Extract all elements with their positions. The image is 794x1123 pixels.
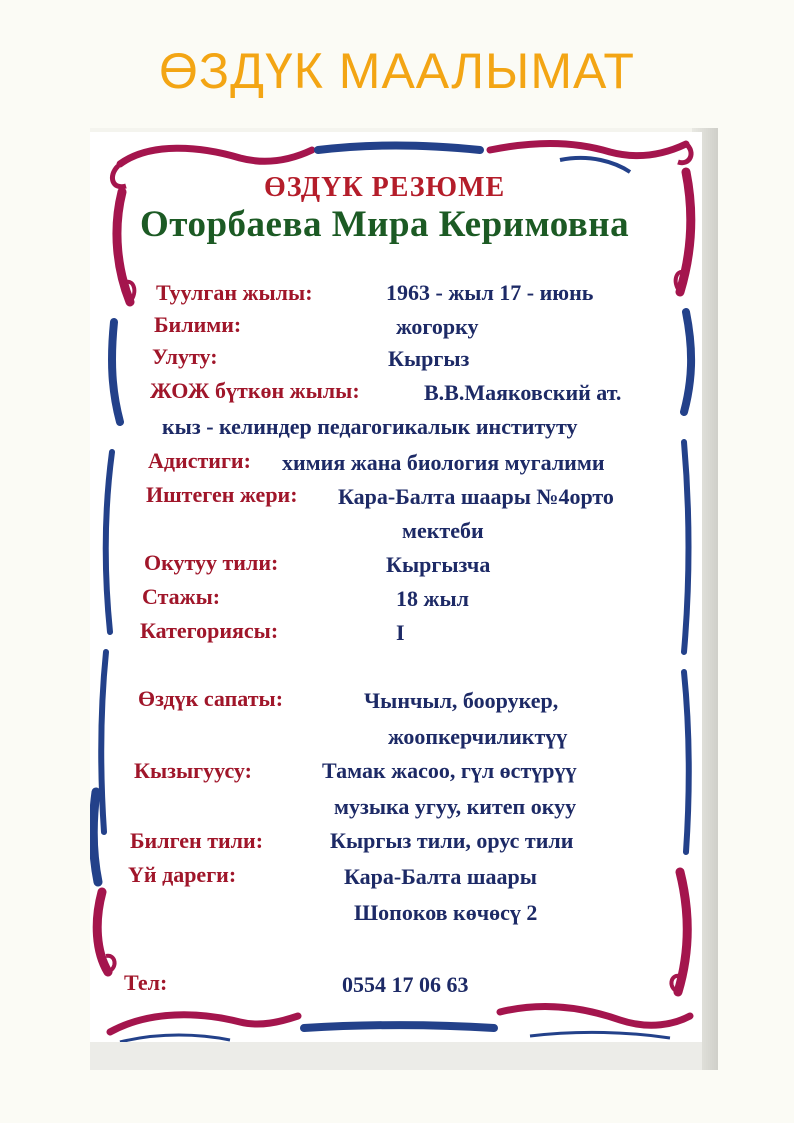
frame-right-upper	[680, 172, 691, 292]
frame-right-blue-1	[684, 312, 691, 412]
teaching-language-value: Кыргызча	[386, 552, 491, 577]
specialty-label: Адистиги:	[148, 448, 251, 473]
university-value-line1: В.В.Маяковский ат.	[424, 380, 622, 405]
category-label: Категориясы:	[140, 618, 279, 643]
frame-bottom-blue-bar	[304, 1025, 494, 1028]
frame-bottom-left-swirl	[110, 1015, 298, 1032]
qualities-value-line1: Чынчыл, боорукер,	[364, 688, 559, 713]
address-value-line2: Шопоков көчөсү 2	[354, 900, 538, 925]
birth-label: Туулган жылы:	[156, 280, 313, 305]
address-value-line1: Кара-Балта шаары	[344, 864, 537, 889]
resume-poster	[90, 132, 702, 1066]
poster-photo	[90, 128, 718, 1070]
phone-value: 0554 17 06 63	[342, 972, 469, 997]
frame-left-blue-2	[93, 792, 98, 882]
experience-label: Стажы:	[142, 584, 221, 609]
languages-label: Билген тили:	[130, 828, 264, 853]
photo-bottom-edge	[90, 1042, 702, 1070]
university-value-line2: кыз - келиндер педагогикалык институту	[162, 414, 578, 439]
frame-left-upper	[117, 192, 130, 302]
page-heading: ӨЗДҮК МААЛЫМАТ	[159, 43, 635, 99]
address-label: Үй дареги:	[128, 862, 237, 887]
person-name: Оторбаева Мира Керимовна	[140, 204, 630, 245]
frame-top-right-swirl	[490, 144, 686, 156]
frame-left-blue-1	[112, 322, 120, 422]
phone-label: Тел:	[124, 970, 168, 995]
hobbies-value-line1: Тамак жасоо, гүл өстүрүү	[322, 758, 577, 783]
qualities-value-line2: жоопкерчиликтүү	[388, 724, 568, 749]
workplace-value-line1: Кара-Балта шаары №4орто	[338, 484, 614, 509]
specialty-value: химия жана биология мугалими	[282, 450, 605, 475]
university-label: ЖОЖ бүткөн жылы:	[150, 378, 360, 403]
education-label: Билими:	[154, 312, 242, 337]
frame-top-left-swirl	[120, 148, 312, 164]
nationality-label: Улуту:	[152, 344, 218, 369]
teaching-language-label: Окутуу тили:	[144, 550, 279, 575]
category-value: I	[396, 620, 405, 645]
hobbies-value-line2: музыка угуу, китеп окуу	[334, 794, 577, 819]
resume-title: ӨЗДҮК РЕЗЮМЕ	[264, 172, 506, 203]
nationality-value: Кыргыз	[388, 346, 470, 371]
workplace-value-line2: мектеби	[402, 518, 484, 543]
frame-left-lower	[97, 892, 108, 972]
education-value: жогорку	[396, 314, 479, 339]
qualities-label: Өздүк сапаты:	[138, 686, 284, 711]
birth-value: 1963 - жыл 17 - июнь	[386, 280, 594, 305]
frame-top-blue-bar	[318, 146, 480, 151]
workplace-label: Иштеген жери:	[146, 482, 298, 507]
languages-value: Кыргыз тили, орус тили	[330, 828, 574, 853]
experience-value: 18 жыл	[396, 586, 469, 611]
hobbies-label: Кызыгуусу:	[134, 758, 252, 783]
frame-bottom-right-swirl	[500, 1006, 690, 1025]
